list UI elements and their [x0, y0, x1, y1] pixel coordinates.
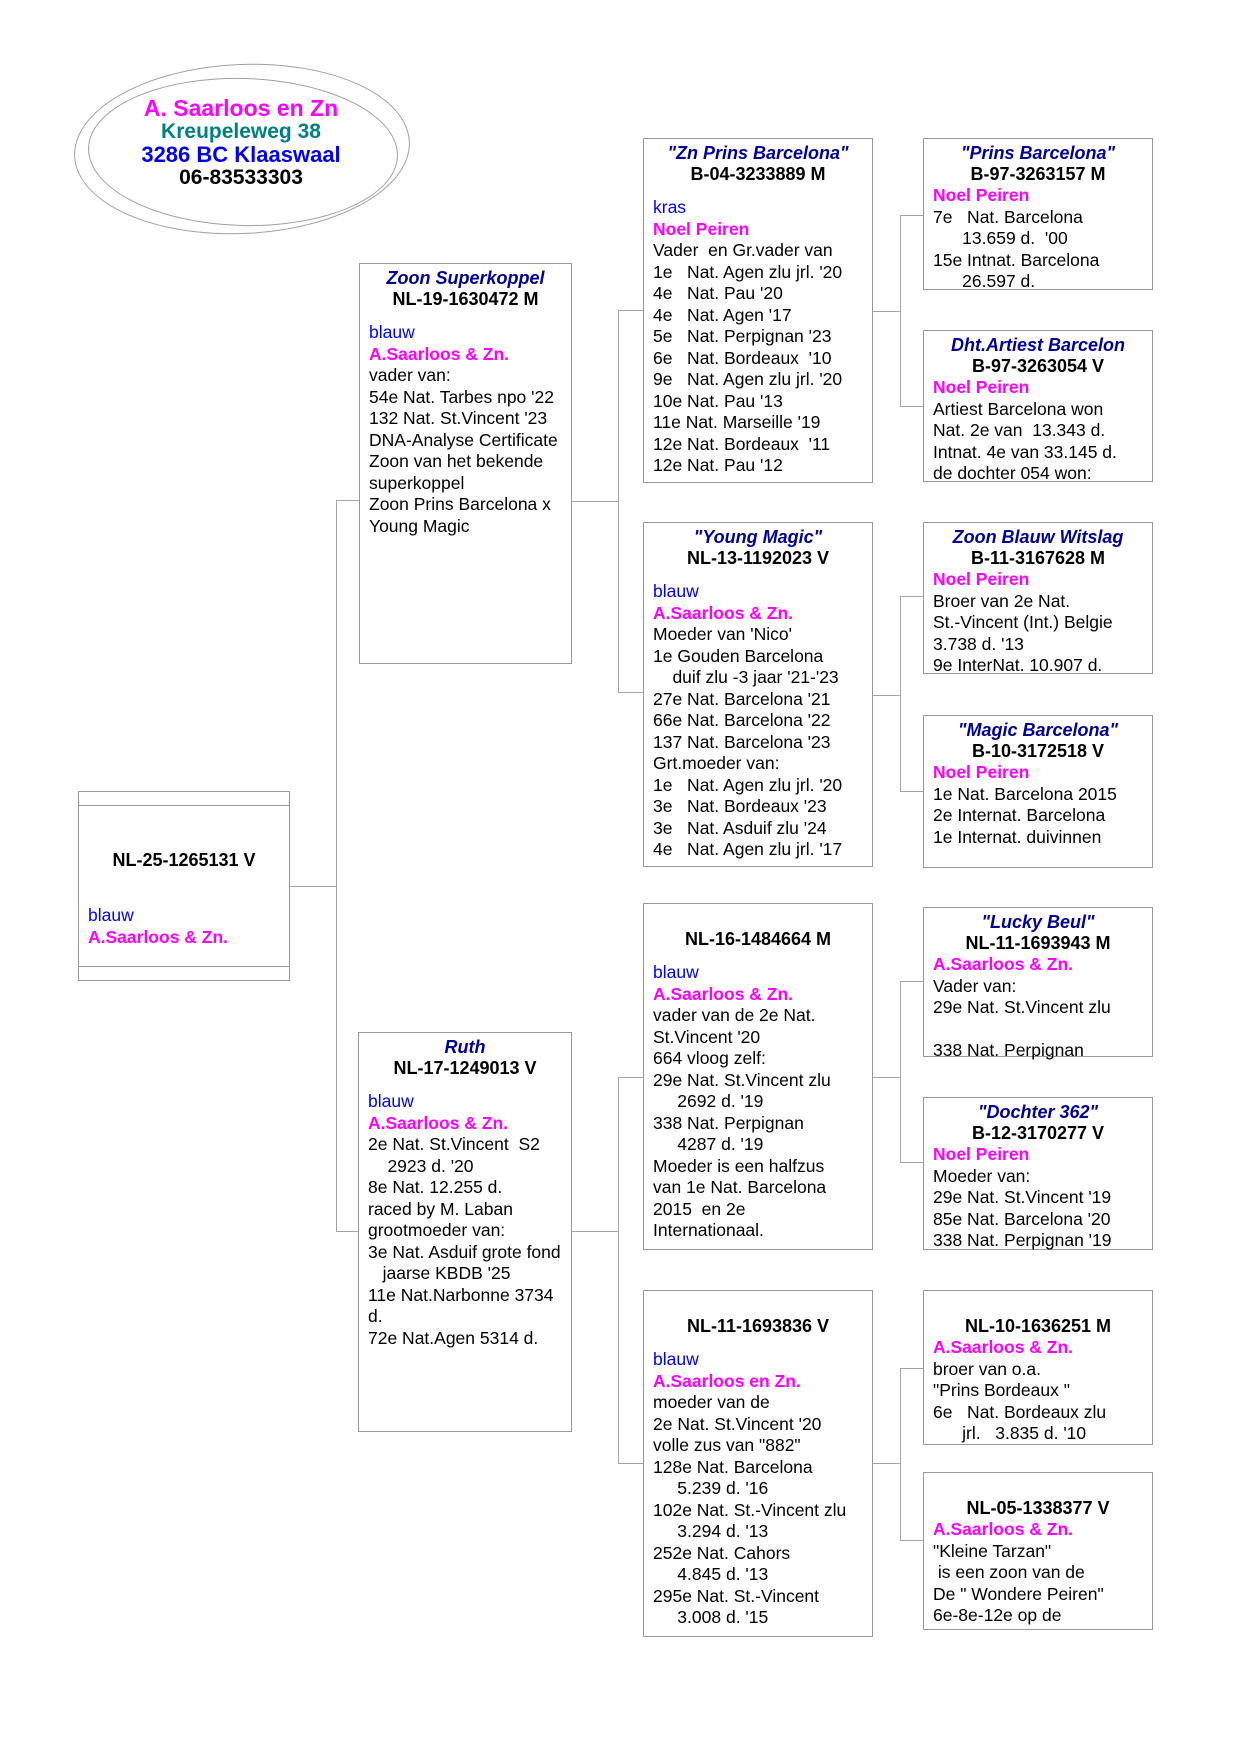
achievement-line — [933, 1019, 1152, 1041]
owner-name: A.Saarloos & Zn. — [933, 954, 1074, 974]
ring-number: NL-11-1693943 M — [965, 933, 1111, 953]
connector-line — [900, 215, 923, 216]
achievement-line: 137 Nat. Barcelona '23 — [653, 731, 831, 752]
achievement-line: volle zus van "882" — [653, 1435, 801, 1455]
pigeon-name: "Prins Barcelona" — [960, 143, 1116, 163]
owner-name: Noel Peiren — [933, 377, 1030, 397]
owner-name: A.Saarloos & Zn. — [933, 1337, 1074, 1357]
achievement-line: Nat. 2e van 13.343 d. — [933, 420, 1106, 440]
achievement-line: Internationaal. — [653, 1220, 764, 1240]
achievement-line: St.-Vincent (Int.) Belgie — [933, 612, 1113, 632]
ring-number: NL-25-1265131 V — [112, 850, 256, 870]
owner-name: Noel Peiren — [933, 569, 1030, 589]
achievement-line: 8e Nat. 12.255 d. — [368, 1177, 503, 1197]
pedigree-box-zn-prins-barcelona — [643, 138, 873, 483]
achievement-line: 6e Nat. Bordeaux '10 — [653, 347, 832, 368]
achievements — [644, 1392, 872, 1629]
achievement-line: Vader van: — [933, 975, 1017, 996]
achievement-line: 1e Internat. duivinnen — [933, 826, 1102, 847]
achievement-line: 1e Gouden Barcelona — [653, 645, 824, 666]
achievement-line: 29e Nat. St.Vincent zlu — [653, 1069, 831, 1090]
achievement-line: 102e Nat. St.-Vincent zlu — [653, 1499, 847, 1520]
achievement-line: 85e Nat. Barcelona '20 — [933, 1208, 1111, 1229]
achievement-line: 2e Nat. St.Vincent S2 — [368, 1134, 540, 1154]
connector-line — [900, 1368, 923, 1369]
pigeon-name: Dht.Artiest Barcelon — [950, 335, 1126, 355]
connector-line — [572, 1231, 618, 1232]
feather-color: blauw — [88, 905, 134, 925]
pedigree-box-nl11 — [643, 1290, 873, 1637]
achievements — [360, 365, 571, 537]
connector-line — [900, 596, 923, 597]
achievement-line: 54e Nat. Tarbes npo '22 — [369, 386, 554, 407]
achievement-line: 5.239 d. '16 — [653, 1478, 769, 1498]
achievement-line: 4e Nat. Agen '17 — [653, 304, 792, 325]
ring-number: NL-16-1484664 M — [684, 929, 832, 949]
ring-number: B-11-3167628 M — [970, 548, 1106, 568]
achievements — [924, 1541, 1152, 1627]
pigeon-name — [644, 1295, 872, 1316]
achievement-line: is een zoon van de — [933, 1562, 1085, 1582]
ring-number: B-10-3172518 V — [971, 741, 1105, 761]
connector-line — [618, 310, 619, 693]
connector-line — [900, 791, 923, 792]
achievement-line: 2692 d. '19 — [653, 1091, 764, 1111]
achievement-line: 295e Nat. St.-Vincent — [653, 1585, 820, 1606]
achievement-line: moeder van de — [653, 1392, 770, 1412]
owner-name: Noel Peiren — [933, 762, 1030, 782]
feather-color: blauw — [368, 1091, 414, 1111]
achievement-line: Intnat. 4e van 33.145 d. — [933, 441, 1117, 462]
achievement-line: Moeder van: — [933, 1165, 1031, 1186]
achievement-line: jaarse KBDB '25 — [368, 1263, 511, 1283]
pigeon-name: "Lucky Beul" — [981, 912, 1095, 932]
achievements — [644, 1005, 872, 1242]
achievement-line: 3e Nat. Asduif zlu '24 — [653, 817, 827, 838]
pigeon-name — [924, 1295, 1152, 1316]
pedigree-box-root — [78, 791, 290, 981]
achievement-line: 4e Nat. Agen zlu jrl. '17 — [653, 839, 843, 859]
achievement-line: 10e Nat. Pau '13 — [653, 390, 783, 411]
loft-name: A. Saarloos en Zn — [143, 95, 339, 121]
connector-line — [873, 1463, 900, 1464]
achievement-line: vader van: — [369, 365, 451, 385]
achievement-line: vader van de 2e Nat. — [653, 1005, 816, 1025]
achievements — [644, 240, 872, 477]
achievement-line: Grt.moeder van: — [653, 753, 780, 773]
pigeon-name: Ruth — [444, 1037, 486, 1057]
letterhead — [76, 97, 406, 189]
achievement-line: 12e Nat. Bordeaux '11 — [653, 433, 831, 454]
achievement-line: 29e Nat. St.Vincent '19 — [933, 1187, 1112, 1207]
achievement-line: De " Wondere Peiren" — [933, 1583, 1104, 1604]
achievement-line: broer van o.a. — [933, 1358, 1041, 1379]
pedigree-box-lucky-beul — [923, 907, 1153, 1060]
pigeon-name: "Zn Prins Barcelona" — [667, 143, 849, 163]
feather-color: blauw — [653, 962, 699, 982]
achievement-line: 27e Nat. Barcelona '21 — [653, 688, 831, 709]
achievement-line: 3.008 d. '15 — [653, 1607, 769, 1627]
achievement-line: 4e Nat. Pau '20 — [653, 283, 783, 303]
connector-line — [900, 981, 923, 982]
achievement-line: Broer van 2e Nat. — [933, 590, 1071, 611]
achievement-line: 1e Nat. Agen zlu jrl. '20 — [653, 261, 843, 282]
pedigree-box-dht-artiest-barcelon — [923, 330, 1153, 482]
achievements — [924, 207, 1152, 293]
ring-number: B-12-3170277 V — [971, 1123, 1105, 1143]
achievement-line: 2923 d. '20 — [368, 1155, 474, 1176]
achievement-line: 3e Nat. Bordeaux '23 — [653, 796, 827, 816]
achievement-line: Vader en Gr.vader van — [653, 240, 833, 260]
pedigree-box-prins-barcelona — [923, 138, 1153, 290]
achievement-line: Zoon van het bekende — [369, 451, 544, 471]
connector-line — [873, 1077, 900, 1078]
achievement-line: 2e Internat. Barcelona — [933, 805, 1106, 825]
achievement-line: duif zlu -3 jaar '21-'23 — [653, 667, 839, 687]
connector-line — [618, 310, 643, 311]
achievement-line: 1e Nat. Barcelona 2015 — [933, 783, 1117, 804]
connector-line — [572, 501, 618, 502]
achievement-line: d. — [368, 1306, 383, 1326]
connector-line — [900, 981, 901, 1163]
achievement-line: 4.845 d. '13 — [653, 1564, 769, 1584]
connector-line — [618, 692, 643, 693]
pedigree-box-ruth — [358, 1032, 572, 1432]
pedigree-box-young-magic — [643, 522, 873, 867]
achievement-line: 664 vloog zelf: — [653, 1048, 766, 1068]
achievement-line: 4287 d. '19 — [653, 1134, 764, 1154]
owner-name: Noel Peiren — [933, 185, 1030, 205]
achievements — [924, 1166, 1152, 1252]
achievement-line: 66e Nat. Barcelona '22 — [653, 710, 831, 730]
achievement-line: 7e Nat. Barcelona — [933, 206, 1083, 227]
achievement-line: 252e Nat. Cahors — [653, 1542, 791, 1563]
connector-line — [900, 1162, 923, 1163]
achievements — [924, 976, 1152, 1062]
pigeon-name — [644, 908, 872, 929]
achievement-line: jrl. 3.835 d. '10 — [933, 1423, 1087, 1443]
connector-line — [618, 1077, 619, 1464]
ring-number: NL-17-1249013 V — [393, 1058, 537, 1078]
loft-city: 3286 BC Klaaswaal — [141, 142, 341, 167]
achievement-line: Moeder is een halfzus — [653, 1155, 825, 1176]
achievements — [359, 1134, 571, 1349]
achievement-line: DNA-Analyse Certificate — [369, 429, 558, 450]
achievement-line: 12e Nat. Pau '12 — [653, 455, 783, 475]
loft-street: Kreupeleweg 38 — [161, 120, 321, 143]
connector-line — [900, 1368, 901, 1541]
owner-name: A.Saarloos & Zn. — [369, 343, 510, 364]
connector-line — [900, 406, 923, 407]
achievements — [644, 624, 872, 861]
owner-name: A.Saarloos & Zn. — [933, 1519, 1074, 1539]
achievement-line: 3e Nat. Asduif grote fond — [368, 1241, 561, 1262]
achievement-line: van 1e Nat. Barcelona — [653, 1177, 827, 1197]
achievements — [924, 784, 1152, 849]
connector-line — [336, 500, 337, 1232]
ring-number: NL-13-1192023 V — [686, 548, 830, 568]
pedigree-box-nl16 — [643, 903, 873, 1250]
achievement-line: 6e Nat. Bordeaux zlu — [933, 1401, 1107, 1422]
ring-number: B-97-3263157 M — [970, 164, 1106, 184]
divider-line — [79, 805, 289, 806]
achievements — [924, 399, 1152, 485]
achievement-line: 9e InterNat. 10.907 d. — [933, 655, 1103, 675]
achievement-line: de dochter 054 won: — [933, 463, 1092, 483]
achievement-line: Young Magic — [369, 515, 470, 536]
achievement-line: superkoppel — [369, 472, 465, 493]
achievement-line: 26.597 d. — [933, 271, 1036, 291]
owner-name: A.Saarloos & Zn. — [88, 926, 229, 947]
pigeon-name: "Young Magic" — [693, 527, 823, 547]
achievement-line: "Kleine Tarzan" — [933, 1540, 1052, 1561]
achievement-line: "Prins Bordeaux " — [933, 1380, 1070, 1400]
achievement-line: grootmoeder van: — [368, 1220, 506, 1240]
achievement-line: 5e Nat. Perpignan '23 — [653, 326, 832, 346]
achievements — [924, 591, 1152, 677]
achievement-line: 72e Nat.Agen 5314 d. — [368, 1327, 539, 1348]
feather-color: blauw — [369, 322, 415, 342]
ring-number: NL-05-1338377 V — [966, 1498, 1110, 1518]
connector-line — [336, 1231, 358, 1232]
connector-line — [618, 1463, 643, 1464]
pedigree-box-zoon-blauw-witslag — [923, 522, 1153, 674]
achievement-line: 132 Nat. St.Vincent '23 — [369, 408, 548, 428]
achievement-line: 2015 en 2e — [653, 1198, 746, 1219]
achievement-line: Artiest Barcelona won — [933, 398, 1104, 419]
achievement-line: Zoon Prins Barcelona x — [369, 494, 551, 514]
achievement-line: 11e Nat.Narbonne 3734 — [368, 1284, 554, 1305]
connector-line — [290, 886, 336, 887]
loft-phone: 06-83533303 — [179, 166, 303, 189]
achievements — [924, 1359, 1152, 1445]
achievement-line: 3.738 d. '13 — [933, 633, 1024, 654]
achievement-line: 29e Nat. St.Vincent zlu — [933, 997, 1111, 1017]
pigeon-name: "Dochter 362" — [977, 1102, 1099, 1122]
ring-number: NL-10-1636251 M — [964, 1316, 1112, 1336]
achievement-line: 11e Nat. Marseille '19 — [653, 412, 821, 432]
achievement-line: 3.294 d. '13 — [653, 1521, 769, 1541]
achievement-line: 13.659 d. '00 — [933, 228, 1068, 248]
feather-color: kras — [653, 197, 687, 217]
achievement-line: 15e Intnat. Barcelona — [933, 249, 1100, 270]
pigeon-name: "Magic Barcelona" — [957, 720, 1119, 740]
pedigree-box-zoon-superkoppel — [359, 263, 572, 664]
pigeon-name — [924, 1477, 1152, 1498]
achievement-line: 338 Nat. Perpignan — [933, 1040, 1084, 1060]
connector-line — [873, 311, 900, 312]
connector-line — [873, 695, 900, 696]
owner-name: Noel Peiren — [653, 218, 750, 239]
connector-line — [900, 1540, 923, 1541]
owner-name: A.Saarloos en Zn. — [653, 1370, 801, 1391]
achievement-line: 1e Nat. Agen zlu jrl. '20 — [653, 774, 843, 795]
achievement-line: 2e Nat. St.Vincent '20 — [653, 1413, 822, 1434]
connector-line — [900, 596, 901, 792]
feather-color: blauw — [653, 1349, 699, 1369]
ring-number: B-04-3233889 M — [690, 164, 826, 184]
ring-number: NL-11-1693836 V — [686, 1316, 830, 1336]
pedigree-box-nl05 — [923, 1472, 1153, 1630]
connector-line — [618, 1077, 643, 1078]
feather-color: blauw — [653, 581, 699, 601]
owner-name: A.Saarloos & Zn. — [653, 983, 794, 1004]
achievement-line: 9e Nat. Agen zlu jrl. '20 — [653, 369, 843, 389]
pigeon-name: Zoon Superkoppel — [386, 268, 545, 288]
pedigree-box-dochter-362 — [923, 1097, 1153, 1250]
ring-number: B-97-3263054 V — [971, 356, 1105, 376]
achievement-line: 128e Nat. Barcelona — [653, 1456, 813, 1477]
owner-name: A.Saarloos & Zn. — [368, 1112, 509, 1133]
achievement-line: St.Vincent '20 — [653, 1026, 761, 1047]
pedigree-box-nl10 — [923, 1290, 1153, 1445]
connector-line — [900, 215, 901, 407]
ring-number: NL-19-1630472 M — [392, 289, 539, 309]
owner-name: Noel Peiren — [933, 1144, 1030, 1164]
achievement-line: Moeder van 'Nico' — [653, 624, 792, 644]
connector-line — [336, 500, 359, 501]
achievement-line: 338 Nat. Perpignan '19 — [933, 1230, 1112, 1250]
owner-name: A.Saarloos & Zn. — [653, 602, 794, 623]
achievement-line: 338 Nat. Perpignan — [653, 1112, 804, 1133]
achievement-line: 6e-8e-12e op de — [933, 1605, 1062, 1625]
pedigree-box-magic-barcelona — [923, 715, 1153, 868]
achievement-line: raced by M. Laban — [368, 1198, 513, 1219]
pigeon-name: Zoon Blauw Witslag — [952, 527, 1124, 547]
divider-line — [79, 966, 289, 967]
